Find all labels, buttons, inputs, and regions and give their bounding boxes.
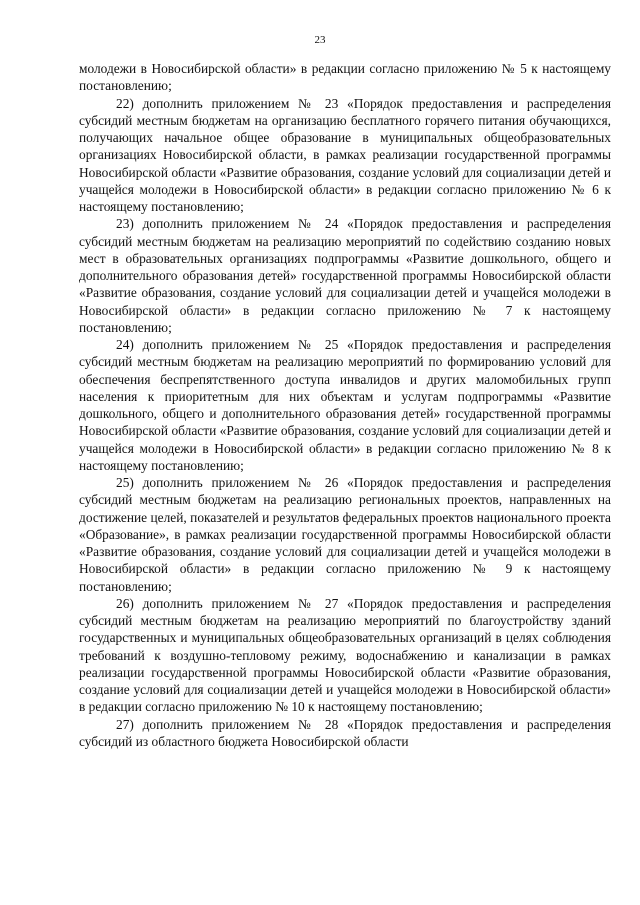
paragraph-item-26: 26) дополнить приложением № 27 «Порядок предоставления и распределения субсидий местным бюджетам на реализацию мероприятий по благоустройству зданий государственных и муниципальных общеобразовательных организаций в целях соблюдения требований к воздушно-тепловому режиму, водоснабжению и канализации в рамках реализации государственной программы Новосибирской области «Развитие образования, создание условий для социализации детей и учащейся молодежи в Новосибирской области» в редакции согласно приложению № 10 к настоящему постановлению;: [79, 595, 611, 715]
paragraph-item-22: 22) дополнить приложением № 23 «Порядок предоставления и распределения субсидий местным бюджетам на организацию бесплатного горячего питания обучающихся, получающих начальное общее образование в муниципальных общеобразовательных организациях Новосибирской области, в рамках реализации государственной программы Новосибирской области «Развитие образования, создание условий для социализации детей и учащейся молодежи в Новосибирской области» в редакции согласно приложению № 6 к настоящему постановлению;: [79, 95, 611, 214]
page-number: 23: [314, 34, 326, 46]
paragraph-item-25: 25) дополнить приложением № 26 «Порядок предоставления и распределения субсидий местным бюджетам на реализацию региональных проектов, направленных на достижение целей, показателей и результатов федеральных проектов национального проекта «Образование», в рамках реализации государственной программы Новосибирской области «Развитие образования, создание условий для социализации детей и учащейся молодежи в Новосибирской области» в редакции согласно приложению № 9 к настоящему постановлению;: [79, 475, 611, 594]
paragraph-item-23: 23) дополнить приложением № 24 «Порядок предоставления и распределения субсидий местным бюджетам на реализацию мероприятий по содействию созданию новых мест в образовательных организациях подпрограммы «Развитие дошкольного, общего и дополнительного образования детей» государственной программы Новосибирской области «Развитие образования, создание условий для социализации детей и учащейся молодежи в Новосибирской области» в редакции согласно приложению № 7 к настоящему постановлению;: [79, 216, 611, 335]
document-body: [79, 60, 611, 750]
paragraph-item-24: 24) дополнить приложением № 25 «Порядок предоставления и распределения субсидий местным бюджетам на реализацию мероприятий по формированию условий для обеспечения беспрепятственного доступа инвалидов и других маломобильных групп населения к приоритетным для них объектам и услугам подпрограммы «Развитие дошкольного, общего и дополнительного образования детей» государственной программы Новосибирской области «Развитие образования, создание условий для социализации детей и учащейся молодежи в Новосибирской области» в редакции согласно приложению № 8 к настоящему постановлению;: [79, 337, 611, 473]
paragraph-item-27: 27) дополнить приложением № 28 «Порядок предоставления и распределения субсидий из областного бюджета Новосибирской области: [79, 716, 611, 749]
paragraph-continuation: молодежи в Новосибирской области» в редакции согласно приложению № 5 к настоящему постановлению;: [79, 61, 611, 94]
